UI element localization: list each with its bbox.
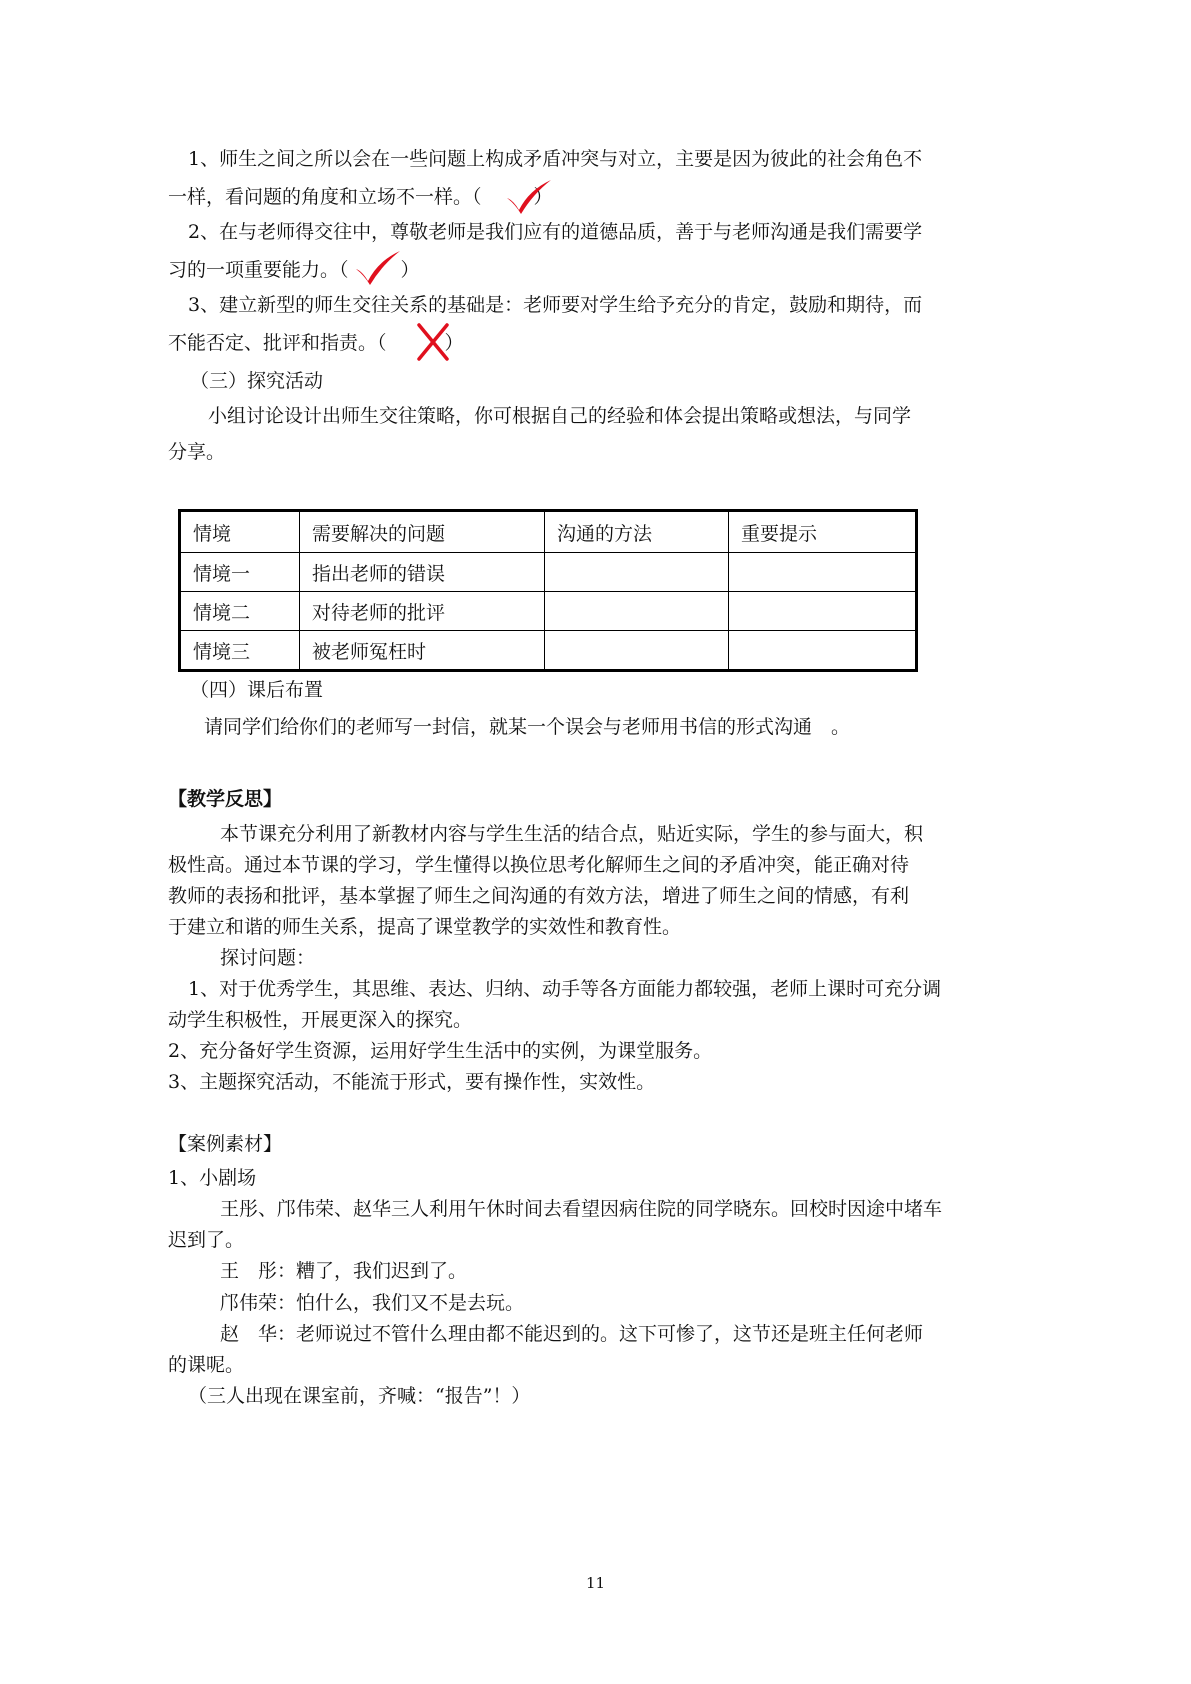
reflection-line: 于建立和谐的师生关系，提高了课堂教学的实效性和教育性。 xyxy=(168,916,682,938)
table-cell: 情境二 xyxy=(180,592,300,631)
dialogue-line: 邝伟荣：怕什么，我们又不是去玩。 xyxy=(220,1292,525,1314)
table-cell: 情境三 xyxy=(180,631,300,671)
reflection-line: 本节课充分利用了新教材内容与学生生活的结合点，贴近实际，学生的参与面大，积 xyxy=(220,823,924,845)
table-header-cell: 需要解决的问题 xyxy=(300,511,545,553)
section-3-intro-line1: 小组讨论设计出师生交往策略，你可根据自己的经验和体会提出策略或想法，与同学 xyxy=(208,405,912,427)
table-row xyxy=(180,553,917,592)
judgment-3-text: 不能否定、批评和指责。（ xyxy=(168,332,387,354)
cross-mark-icon xyxy=(413,321,453,363)
reflection-line: 极性高。通过本节课的学习，学生懂得以换位思考化解师生之间的矛盾冲突，能正确对待 xyxy=(168,854,910,876)
table-cell xyxy=(545,631,729,671)
table-cell xyxy=(545,553,729,592)
section-4-text: 请同学们给你们的老师写一封信，就某一个误会与老师用书信的形式沟通 。 xyxy=(204,716,851,738)
issue-1-line1: 1、对于优秀学生，其思维、表达、归纳、动手等各方面能力都较强，老师上课时可充分调 xyxy=(188,978,942,1000)
section-4-heading: （四）课后布置 xyxy=(190,679,324,701)
judgment-3-line1: 3、建立新型的师生交往关系的基础是：老师要对学生给予充分的肯定，鼓励和期待，而 xyxy=(188,294,923,316)
table-header-row xyxy=(180,511,917,553)
case-intro-line1: 王彤、邝伟荣、赵华三人利用午休时间去看望因病住院的同学晓东。回校时因途中堵车 xyxy=(220,1198,943,1220)
issue-3: 3、主题探究活动，不能流于形式，要有操作性，实效性。 xyxy=(168,1071,656,1093)
case-heading: 【案例素材】 xyxy=(168,1133,283,1155)
table-cell: 指出老师的错误 xyxy=(300,553,545,592)
table-cell: 被老师冤枉时 xyxy=(300,631,545,671)
judgment-1-close: ） xyxy=(533,186,553,208)
issues-label: 探讨问题： xyxy=(220,947,316,969)
dialogue-line: 的课呢。 xyxy=(168,1354,245,1376)
issue-1-line2: 动学生积极性，开展更深入的探究。 xyxy=(168,1009,473,1031)
issue-2: 2、充分备好学生资源，运用好学生生活中的实例，为课堂服务。 xyxy=(168,1040,713,1062)
dialogue-line: 赵 华：老师说过不管什么理由都不能迟到的。这下可惨了，这节还是班主任何老师 xyxy=(220,1323,924,1345)
reflection-heading: 【教学反思】 xyxy=(168,788,283,810)
judgment-2-close: ） xyxy=(400,259,420,281)
judgment-2-text: 习的一项重要能力。（ xyxy=(168,259,349,281)
table-cell xyxy=(729,592,917,631)
table-cell xyxy=(729,553,917,592)
table-cell xyxy=(729,631,917,671)
table-cell: 对待老师的批评 xyxy=(300,592,545,631)
judgment-1-line1: 1、师生之间之所以会在一些问题上构成矛盾冲突与对立，主要是因为彼此的社会角色不 xyxy=(188,148,923,170)
judgment-1-line2 xyxy=(168,185,553,209)
case-intro-line2: 迟到了。 xyxy=(168,1229,245,1251)
table-header-cell: 情境 xyxy=(180,511,300,553)
judgment-1-text: 一样，看问题的角度和立场不一样。（ xyxy=(168,186,482,208)
case-subheading: 1、小剧场 xyxy=(168,1167,257,1189)
page-number: 11 xyxy=(585,1574,606,1592)
stage-direction: （三人出现在课室前，齐喊：“报告”！） xyxy=(188,1385,531,1407)
table-row xyxy=(180,592,917,631)
section-3-intro-line2: 分享。 xyxy=(168,441,226,463)
table-row xyxy=(180,631,917,671)
check-mark-icon xyxy=(503,178,555,216)
table-header-cell: 沟通的方法 xyxy=(545,511,729,553)
check-mark-icon xyxy=(352,249,404,287)
table-header-cell: 重要提示 xyxy=(729,511,917,553)
judgment-2-line1: 2、在与老师得交往中，尊敬老师是我们应有的道德品质，善于与老师沟通是我们需要学 xyxy=(188,221,923,243)
table-cell xyxy=(545,592,729,631)
dialogue-line: 王 彤：糟了，我们迟到了。 xyxy=(220,1260,468,1282)
judgment-3-close: ） xyxy=(444,332,464,354)
section-3-heading: （三）探究活动 xyxy=(190,370,324,392)
strategy-table xyxy=(178,509,918,672)
reflection-line: 教师的表扬和批评，基本掌握了师生之间沟通的有效方法，增进了师生之间的情感，有利 xyxy=(168,885,910,907)
table-cell: 情境一 xyxy=(180,553,300,592)
